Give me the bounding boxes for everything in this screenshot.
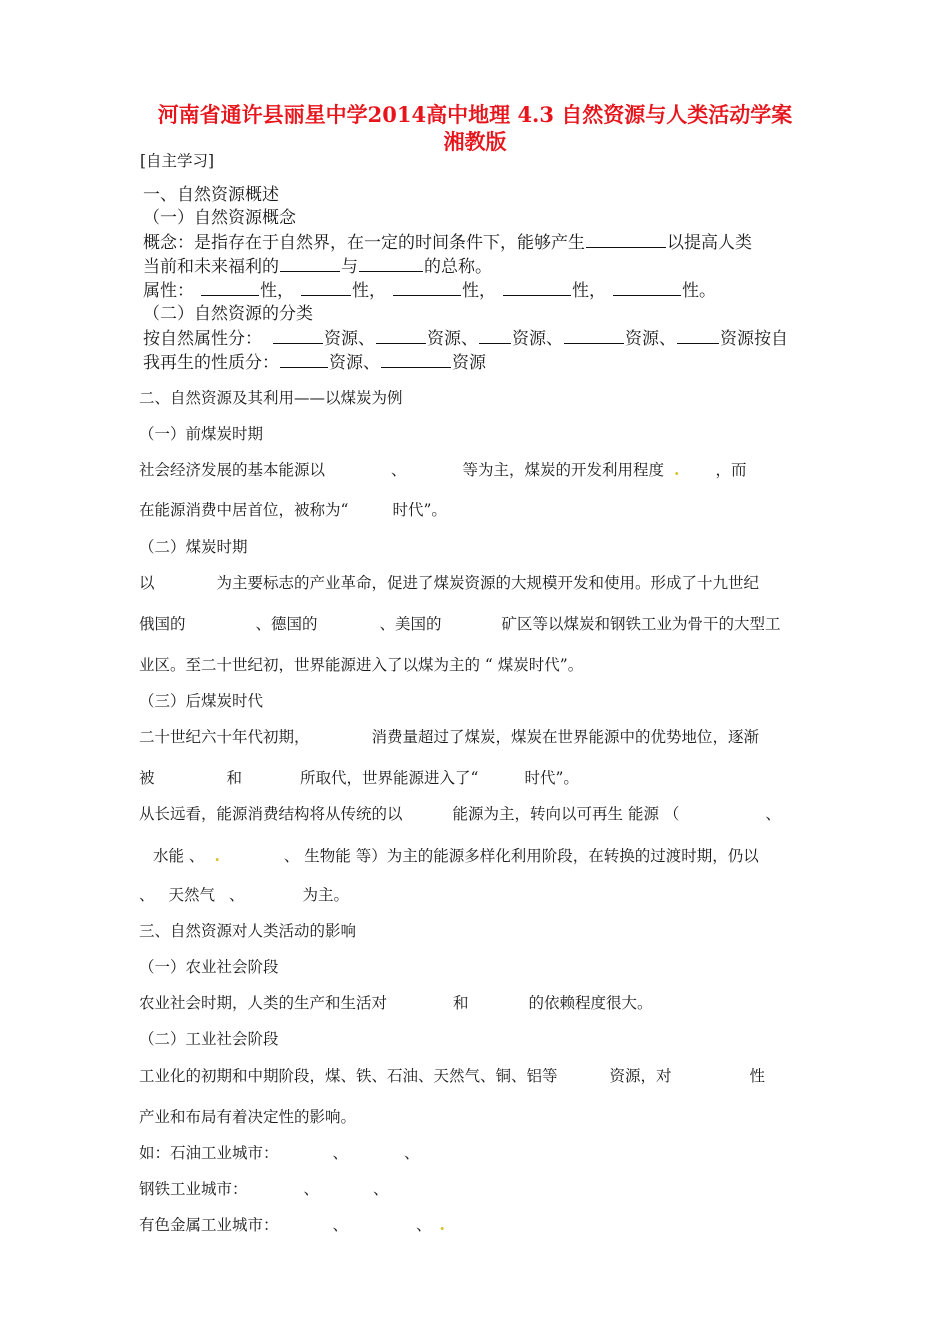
concept-text-b: 以提高人类 [667, 233, 752, 253]
ex3-label: 有色金属工业城市： [139, 1216, 279, 1234]
page-title-line1: 河南省通许县丽星中学2014高中地理 4.3 自然资源与人类活动学案 [157, 102, 793, 127]
a1-c: 的依赖程度很大。 [528, 994, 653, 1012]
class-sep-3: 资源、 [512, 329, 563, 349]
class-blank-5[interactable] [677, 328, 719, 344]
e1-c: 、 [765, 805, 781, 823]
ex3-sep-2: 、 [416, 1216, 432, 1234]
class-tail: 资源按自 [720, 329, 788, 349]
regen-blank-2[interactable] [381, 352, 451, 368]
class-sep-4: 资源、 [625, 329, 676, 349]
section1-heading: 一、自然资源概述 [143, 185, 279, 205]
section1-sub2: （二）自然资源的分类 [143, 304, 313, 324]
class-blank-4[interactable] [564, 328, 624, 344]
example-oil [139, 1143, 420, 1163]
e3-a: 、 [139, 886, 155, 904]
a1-b: 和 [453, 994, 469, 1012]
industry-line2: 产业和布局有着决定性的影响。 [139, 1108, 357, 1126]
class-blank-1[interactable] [273, 328, 323, 344]
classification-line [143, 328, 788, 349]
example-metal [139, 1215, 445, 1235]
attr-suffix-4: 性， [572, 281, 606, 301]
class-sep-2: 资源、 [427, 329, 478, 349]
c1-a: 以 [139, 574, 155, 592]
coal-line2 [139, 614, 781, 634]
coal-line1 [139, 573, 759, 593]
e2-b: 、 生物能 等）为主的能源多样化利用阶段，在转换的过渡时期，仍以 [283, 847, 759, 865]
b1-a: 工业化的初期和中期阶段，煤、铁、石油、天然气、铜、铝等 [139, 1067, 558, 1085]
attr-blank-3[interactable] [393, 280, 461, 296]
b1-b: 资源，对 [609, 1067, 672, 1085]
p1-c: 等为主，煤炭的开发利用程度 [462, 461, 665, 479]
ex1-label: 如：石油工业城市： [139, 1144, 279, 1162]
page-title-line2: 湘教版 [443, 129, 507, 154]
d2-d: 时代”。 [524, 769, 579, 787]
concept-text-a: 概念：是指存在于自然界，在一定的时间条件下，能够产生 [143, 233, 585, 253]
class-blank-2[interactable] [376, 328, 426, 344]
section3-heading: 三、自然资源对人类活动的影响 [139, 922, 357, 940]
c2-b: 、德国的 [255, 615, 318, 633]
attr-suffix-2: 性， [352, 281, 386, 301]
attribute-line [143, 280, 716, 301]
ex1-sep-1: 、 [332, 1144, 349, 1162]
class-blank-3[interactable] [479, 328, 511, 344]
coal-line3: 业区。至二十世纪初，世界能源进入了以煤为主的 “ 煤炭时代”。 [139, 656, 584, 674]
stray-dot: . [674, 460, 680, 479]
ex2-sep-2: 、 [373, 1180, 389, 1198]
regen-blank-1[interactable] [280, 352, 328, 368]
concept-line2 [143, 256, 492, 277]
ex1-sep-2: 、 [404, 1144, 420, 1162]
p1-b: 、 [391, 461, 407, 479]
concept-blank-3[interactable] [359, 256, 423, 272]
p2-a: 在能源消费中居首位，被称为“ [139, 501, 349, 519]
regen-label: 我再生的性质分： [143, 353, 279, 373]
regen-line [143, 352, 486, 373]
e3-c: 、 [229, 886, 245, 904]
attr-suffix-3: 性， [462, 281, 496, 301]
self-study-label: [自主学习] [140, 152, 215, 170]
concept-line1 [143, 232, 752, 253]
d2-b: 和 [226, 769, 243, 787]
concept-blank-2[interactable] [280, 256, 340, 272]
ex2-sep-1: 、 [303, 1180, 320, 1198]
c2-d: 矿区等以煤炭和钢铁工业为骨干的大型工 [501, 615, 781, 633]
p1-a: 社会经济发展的基本能源以 [139, 461, 326, 479]
d2-a: 被 [139, 769, 155, 787]
stray-dot: . [439, 1215, 445, 1234]
e1-b: 能源为主，转向以可再生 能源 （ [452, 805, 680, 823]
attr-blank-2[interactable] [301, 280, 351, 296]
attr-blank-1[interactable] [201, 280, 259, 296]
stray-dot: . [214, 846, 220, 865]
long-term-line1 [139, 804, 781, 824]
regen-end: 资源 [452, 353, 486, 373]
e3-b: 天然气 [168, 886, 216, 904]
pre-coal-line1 [139, 460, 746, 480]
ex2-label: 钢铁工业城市： [139, 1180, 248, 1198]
post-coal-line2 [139, 768, 579, 788]
c2-c: 、美国的 [379, 615, 442, 633]
b1-c: 性 [749, 1067, 766, 1085]
d2-c: 所取代，世界能源进入了“ [300, 769, 479, 787]
attr-blank-5[interactable] [613, 280, 681, 296]
attr-suffix-5: 性。 [682, 281, 716, 301]
concept-text-d: 与 [341, 257, 358, 277]
section1-sub1: （一）自然资源概念 [143, 208, 296, 228]
class-label: 按自然属性分： [143, 329, 262, 349]
concept-text-e: 的总称。 [424, 257, 492, 277]
section3-sub2: （二）工业社会阶段 [139, 1030, 279, 1048]
class-sep-1: 资源、 [324, 329, 375, 349]
concept-blank-1[interactable] [586, 232, 666, 248]
section2-sub3: （三）后煤炭时代 [139, 692, 264, 710]
attr-suffix-1: 性， [260, 281, 294, 301]
attr-blank-4[interactable] [503, 280, 571, 296]
d1-b: 消费量超过了煤炭，煤炭在世界能源中的优势地位，逐渐 [371, 728, 760, 746]
pre-coal-line2 [139, 500, 447, 520]
agri-line [139, 993, 653, 1013]
c1-b: 为主要标志的产业革命，促进了煤炭资源的大规模开发和使用。形成了十九世纪 [216, 574, 760, 592]
industry-line1 [139, 1066, 765, 1086]
e2-a: 水能 、 [153, 847, 205, 865]
attr-label: 属性： [143, 281, 194, 301]
section3-sub1: （一）农业社会阶段 [139, 958, 279, 976]
e1-a: 从长远看，能源消费结构将从传统的以 [139, 805, 403, 823]
p2-b: 时代”。 [392, 501, 447, 519]
example-steel [139, 1179, 389, 1199]
section2-heading: 二、自然资源及其利用——以煤炭为例 [139, 389, 403, 407]
regen-sep: 资源、 [329, 353, 380, 373]
ex3-sep-1: 、 [332, 1216, 349, 1234]
long-term-line2 [139, 846, 759, 866]
d1-a: 二十世纪六十年代初期， [139, 728, 310, 746]
long-term-line3 [139, 885, 349, 905]
section2-sub2: （二）煤炭时期 [139, 538, 248, 556]
post-coal-line1 [139, 727, 759, 747]
a1-a: 农业社会时期，人类的生产和生活对 [139, 994, 388, 1012]
section2-sub1: （一）前煤炭时期 [139, 425, 264, 443]
c2-a: 俄国的 [139, 615, 186, 633]
e3-d: 为主。 [302, 886, 350, 904]
p1-d: ，而 [715, 461, 747, 479]
concept-text-c: 当前和未来福利的 [143, 257, 279, 277]
